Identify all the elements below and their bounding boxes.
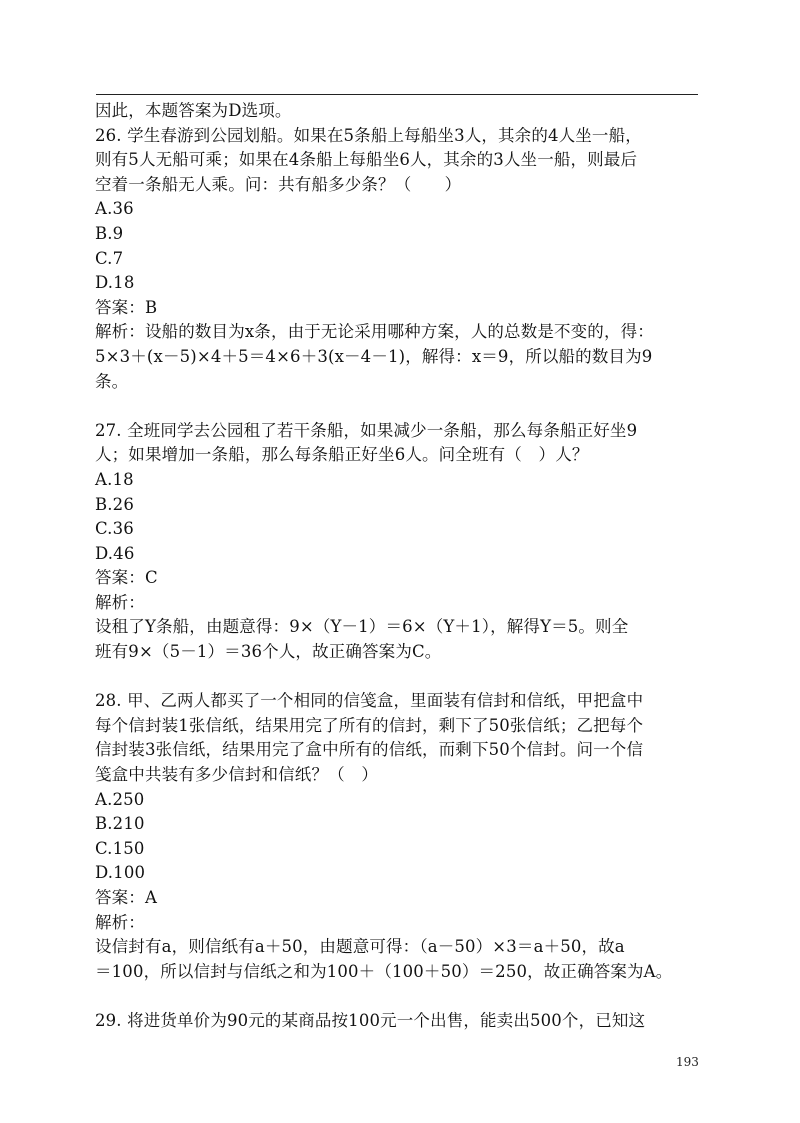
answer-line: 答案：A xyxy=(95,888,158,907)
analysis-line: 设信封有a，则信纸有a＋50，由题意可得：（a－50）×3＝a＋50，故a xyxy=(95,937,625,957)
spacer xyxy=(95,665,701,690)
option-b: B.26 xyxy=(95,494,134,514)
page-number: 193 xyxy=(676,1055,699,1069)
analysis-line: 解析： xyxy=(95,592,145,612)
answer-line: 答案：C xyxy=(95,568,158,588)
option-a: A.36 xyxy=(95,199,134,219)
question-29-line: 29. 将进货单价为90元的某商品按100元一个出售，能卖出500个，已知这 xyxy=(95,1010,646,1030)
question-stem-line: 每个信封装1张信纸，结果用完了所有的信封，剩下了50张信纸；乙把每个 xyxy=(95,715,644,735)
analysis-line: ＝100，所以信封与信纸之和为100＋（100＋50）＝250，故正确答案为A。 xyxy=(95,961,673,981)
analysis-line: 设租了Y条船，由题意得：9×（Y－1）＝6×（Y＋1），解得Y＝5。则全 xyxy=(95,617,629,637)
option-c: C.7 xyxy=(95,248,124,268)
question-27 xyxy=(95,419,701,665)
option-a: A.18 xyxy=(95,469,134,489)
option-c: C.36 xyxy=(95,519,134,539)
option-b: B.9 xyxy=(95,223,124,243)
spacer xyxy=(95,394,701,419)
analysis-line: 5×3＋(x－5)×4＋5＝4×6＋3(x－4－1)，解得：x＝9，所以船的数目为9 xyxy=(95,346,653,366)
question-28 xyxy=(95,689,701,984)
analysis-line: 解析： xyxy=(95,912,145,932)
page-content xyxy=(95,99,701,1034)
question-stem-line: 人；如果增加一条船，那么每条船正好坐6人。问全班有（ ）人？ xyxy=(95,445,589,465)
analysis-line: 条。 xyxy=(95,371,129,391)
option-a: A.250 xyxy=(95,789,145,809)
question-26 xyxy=(95,124,701,395)
question-stem-line: 27. 全班同学去公园租了若干条船，如果减少一条船，那么每条船正好坐9 xyxy=(95,420,638,440)
option-d: D.46 xyxy=(95,543,135,563)
question-stem-line: 笺盒中共装有多少信封和信纸？（ ） xyxy=(95,765,379,785)
intro-line: 因此，本题答案为D选项。 xyxy=(95,101,292,120)
option-b: B.210 xyxy=(95,814,145,834)
answer-line: 答案：B xyxy=(95,297,158,317)
option-d: D.100 xyxy=(95,863,146,883)
analysis-line: 解析：设船的数目为x条，由于无论采用哪种方案，人的总数是不变的，得： xyxy=(95,322,654,342)
analysis-line: 班有9×（5－1）＝36个人，故正确答案为C。 xyxy=(95,642,442,662)
question-stem-line: 空着一条船无人乘。问：共有船多少条？（ ） xyxy=(95,174,462,194)
question-stem-line: 信封装3张信纸，结果用完了盒中所有的信纸，而剩下50个信封。问一个信 xyxy=(95,740,644,760)
question-stem-line: 26. 学生春游到公园划船。如果在5条船上每船坐3人，其余的4人坐一船， xyxy=(95,125,642,145)
header-rule xyxy=(96,94,698,95)
option-d: D.18 xyxy=(95,273,135,293)
question-stem-line: 28. 甲、乙两人都买了一个相同的信笺盒，里面装有信封和信纸，甲把盒中 xyxy=(95,691,644,711)
spacer xyxy=(95,984,701,1009)
option-c: C.150 xyxy=(95,838,145,858)
question-stem-line: 则有5人无船可乘；如果在4条船上每船坐6人，其余的3人坐一船，则最后 xyxy=(95,150,638,170)
